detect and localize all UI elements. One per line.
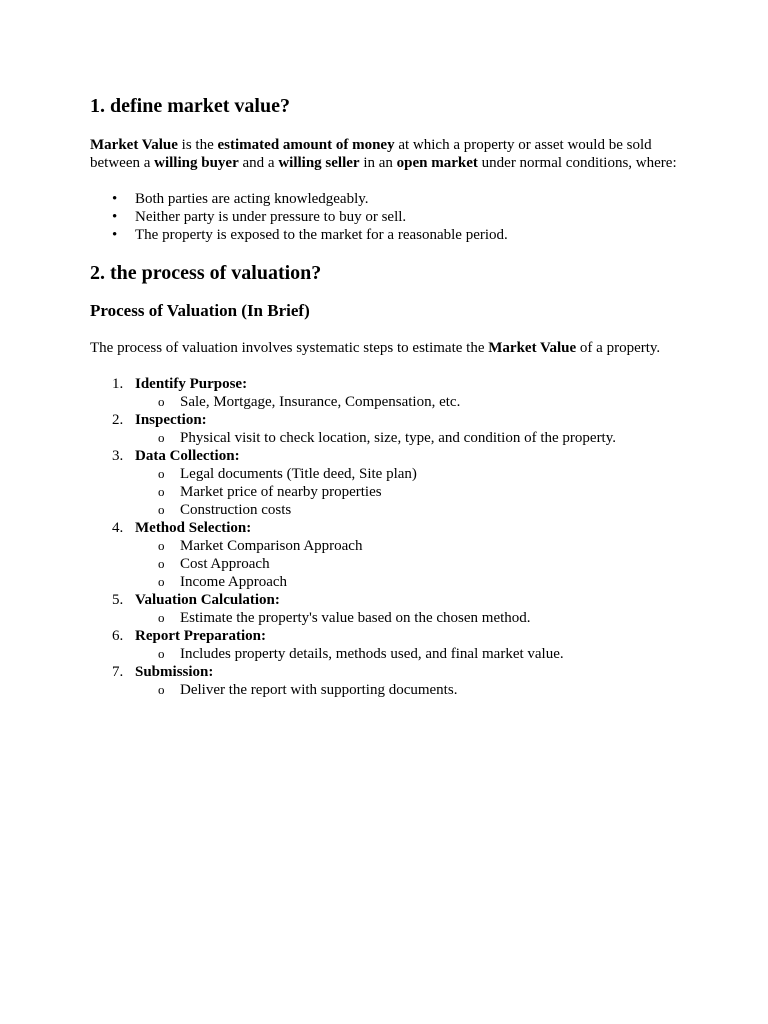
list-item [90,190,690,208]
step-sub-list [135,393,690,411]
step-sub-list [135,537,690,591]
step-number: 2. [112,412,124,428]
step-item [90,519,690,591]
step-number: 3. [112,448,124,464]
text-run: and a [238,155,279,171]
text-run: of a property. [576,340,661,356]
step-sub-list [135,465,690,519]
sub-list-item [135,645,690,663]
sub-list-item [135,609,690,627]
list-item [90,208,690,226]
sub-list-item [135,501,690,519]
list-item-text: The property is exposed to the market for a reasonable period. [135,227,508,243]
text-run: under normal conditions, where: [477,155,677,171]
sub-list-item [135,393,690,411]
step-title: Report Preparation: [135,628,266,644]
sub-list-item-text: Deliver the report with supporting documents. [180,682,458,698]
step-number: 6. [112,628,124,644]
step-title: Method Selection: [135,520,252,536]
sub-list-item-text: Physical visit to check location, size, type, and condition of the property. [180,430,617,446]
subheading-process-in-brief: Process of Valuation (In Brief) [90,301,310,320]
document-content [90,94,690,699]
sub-list-item-text: Legal documents (Title deed, Site plan) [180,466,417,482]
step-number: 1. [112,376,124,392]
circle-bullet-marker: o [158,574,165,589]
conditions-list [90,190,690,244]
step-item [90,447,690,519]
sub-list-item-text: Construction costs [180,502,292,518]
sub-list-item-text: Sale, Mortgage, Insurance, Compensation, etc. [180,394,461,410]
term-willing-seller: willing seller [278,155,360,171]
circle-bullet-marker: o [158,394,165,409]
step-title: Identify Purpose: [135,376,248,392]
term-estimated-amount: estimated amount of money [217,137,395,153]
circle-bullet-marker: o [158,466,165,481]
term-market-value: Market Value [488,340,577,356]
step-title: Valuation Calculation: [135,592,280,608]
sub-list-item [135,483,690,501]
circle-bullet-marker: o [158,538,165,553]
step-item [90,375,690,411]
valuation-intro [90,339,690,357]
bullet-marker: • [112,209,118,225]
step-sub-list [135,681,690,699]
sub-list-item [135,681,690,699]
list-item [90,226,690,244]
step-item [90,663,690,699]
section-heading-valuation-process: 2. the process of valuation? [90,262,322,284]
step-sub-list [135,645,690,663]
circle-bullet-marker: o [158,610,165,625]
step-item [90,591,690,627]
sub-list-item [135,429,690,447]
term-willing-buyer: willing buyer [154,155,239,171]
step-title: Data Collection: [135,448,240,464]
sub-list-item-text: Income Approach [180,574,288,590]
text-run: in an [359,155,397,171]
bullet-marker: • [112,191,118,207]
circle-bullet-marker: o [158,484,165,499]
step-number: 7. [112,664,124,680]
text-run: at which a property or asset would be sold between a [90,137,652,171]
valuation-steps-list [90,375,690,699]
step-title: Submission: [135,664,214,680]
circle-bullet-marker: o [158,682,165,697]
market-value-definition [90,136,690,172]
circle-bullet-marker: o [158,646,165,661]
step-item [90,627,690,663]
sub-list-item-text: Market price of nearby properties [180,484,382,500]
term-open-market: open market [396,155,478,171]
sub-list-item [135,465,690,483]
step-sub-list [135,429,690,447]
step-title: Inspection: [135,412,207,428]
step-sub-list [135,609,690,627]
section-heading-market-value: 1. define market value? [90,95,290,117]
text-run: is the [177,137,218,153]
circle-bullet-marker: o [158,556,165,571]
circle-bullet-marker: o [158,430,165,445]
text-run: The process of valuation involves systematic steps to estimate the [90,340,489,356]
sub-list-item-text: Estimate the property's value based on the chosen method. [180,610,531,626]
sub-list-item [135,555,690,573]
list-item-text: Neither party is under pressure to buy or sell. [135,209,407,225]
step-item [90,411,690,447]
circle-bullet-marker: o [158,502,165,517]
sub-list-item-text: Includes property details, methods used, and final market value. [180,646,564,662]
step-number: 5. [112,592,124,608]
step-number: 4. [112,520,124,536]
sub-list-item-text: Cost Approach [180,556,270,572]
list-item-text: Both parties are acting knowledgeably. [135,191,369,207]
bullet-marker: • [112,227,118,243]
sub-list-item-text: Market Comparison Approach [180,538,363,554]
sub-list-item [135,573,690,591]
term-market-value: Market Value [90,137,178,153]
sub-list-item [135,537,690,555]
